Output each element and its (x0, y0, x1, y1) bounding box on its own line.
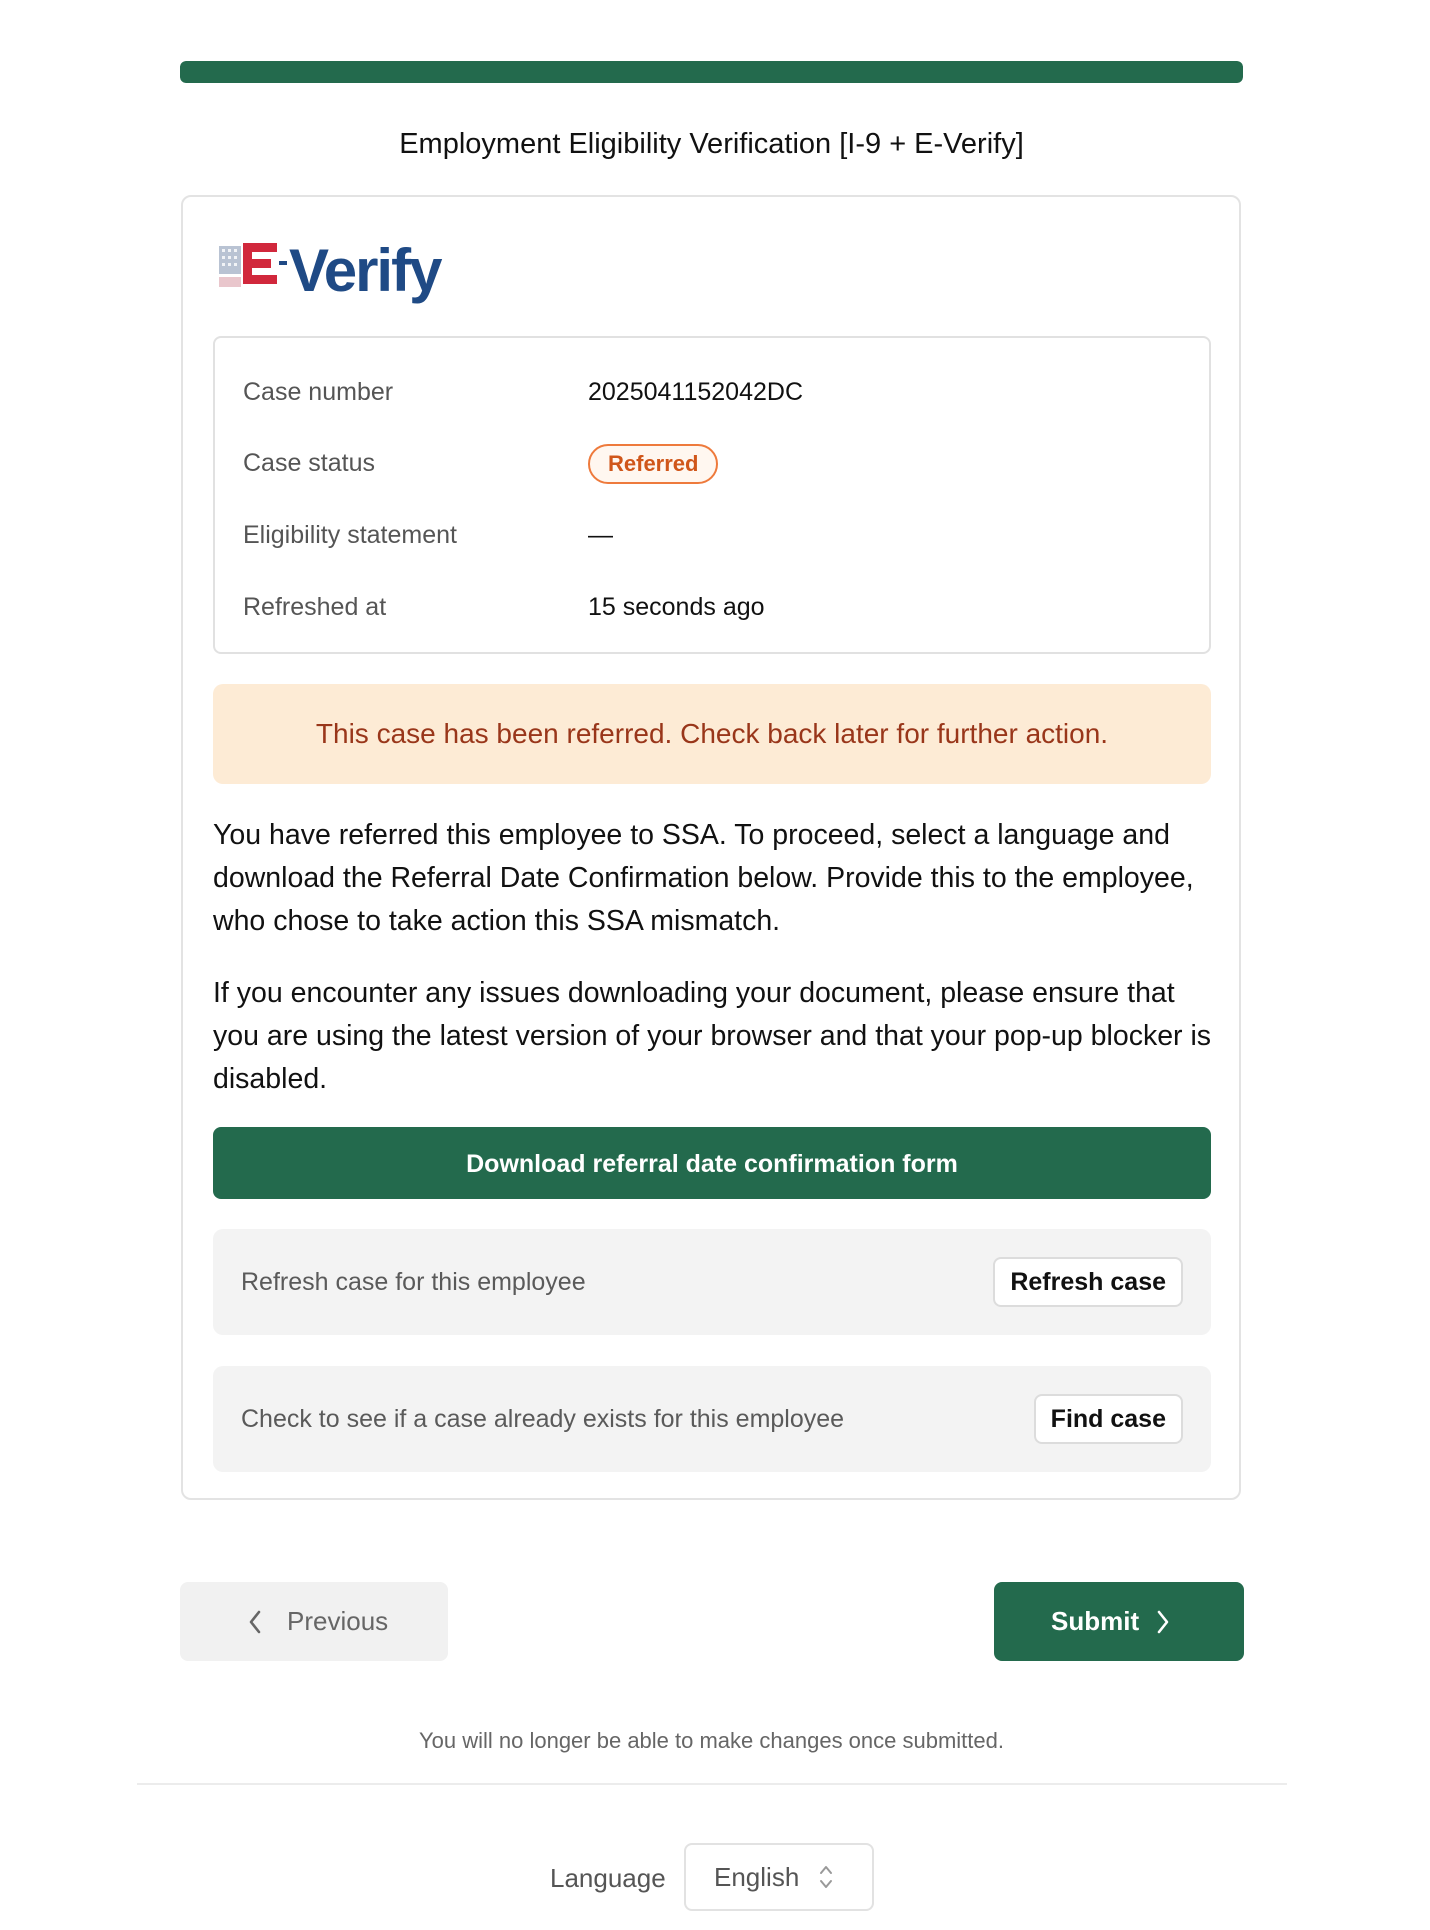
case-number-row (243, 372, 1189, 412)
progress-bar (180, 61, 1243, 83)
case-status-row (243, 443, 1189, 483)
eligibility-statement-row (243, 515, 1189, 555)
refresh-case-button[interactable]: Refresh case (993, 1257, 1183, 1307)
refresh-case-text: Refresh case for this employee (241, 1268, 586, 1296)
case-number-label: Case number (243, 378, 394, 406)
refresh-case-box (213, 1229, 1211, 1335)
referred-alert: This case has been referred. Check back later for further action. (213, 684, 1211, 784)
status-badge: Referred (588, 444, 718, 484)
find-case-box (213, 1366, 1211, 1472)
download-referral-button[interactable]: Download referral date confirmation form (213, 1127, 1211, 1199)
submit-label: Submit (1051, 1606, 1140, 1636)
refreshed-at-row (243, 587, 1189, 627)
language-label: Language (550, 1863, 666, 1893)
submit-button[interactable] (994, 1582, 1244, 1661)
previous-label: Previous (287, 1606, 389, 1636)
language-select[interactable] (684, 1843, 874, 1911)
e-verify-card (181, 195, 1241, 1500)
troubleshooting-paragraph: If you encounter any issues downloading your document, please ensure that you are using the latest version of your browser and that your pop-up blocker is disabled. (213, 977, 1212, 1095)
page-title: Employment Eligibility Verification [I-9 + E-Verify] (399, 128, 1024, 160)
svg-text:Verify: Verify (289, 237, 441, 304)
chevron-left-icon (248, 1610, 262, 1634)
language-value: English (714, 1862, 800, 1892)
chevron-updown-icon (818, 1863, 834, 1891)
case-status-value (588, 443, 718, 484)
eligibility-statement-value: — (588, 521, 613, 549)
case-status-label: Case status (243, 449, 376, 477)
case-details (213, 336, 1211, 654)
submit-note: You will no longer be able to make changes once submitted. (418, 1728, 1004, 1753)
footer-divider (137, 1783, 1287, 1785)
find-case-button[interactable]: Find case (1034, 1394, 1183, 1444)
eligibility-statement-label: Eligibility statement (243, 521, 457, 549)
find-case-text: Check to see if a case already exists for this employee (241, 1405, 845, 1433)
e-verify-logo (219, 231, 469, 311)
instructions-paragraph: You have referred this employee to SSA. To proceed, select a language and download the Referral Date Confirmation below. Provide this to the employee, who chose to take action this SSA mismatch. (213, 819, 1194, 937)
progress-fill (180, 61, 1243, 83)
previous-button[interactable] (180, 1582, 448, 1661)
refreshed-at-label: Refreshed at (243, 593, 387, 621)
chevron-right-icon (1156, 1610, 1170, 1634)
case-number-value: 2025041152042DC (588, 378, 804, 406)
refreshed-at-value: 15 seconds ago (588, 593, 765, 621)
